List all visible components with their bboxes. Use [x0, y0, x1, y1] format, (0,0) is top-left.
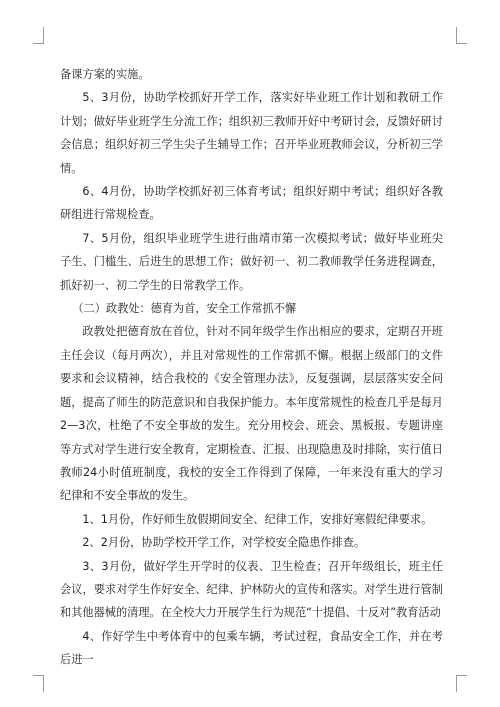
paragraph-item-1: 1、1月份，作好师生放假期间安全、纪律工作，安排好寒假纪律要求。: [82, 512, 433, 526]
paragraph-item-2: 2、2月份，协助学校开学工作，对学校安全隐患作排查。: [82, 536, 366, 550]
crop-mark-top-left: [33, 27, 44, 44]
paragraph-item-6: 6、4月份，协助学校抓好初三体育考试；组织好期中考试；组织好各教研组进行常规检查。: [60, 185, 443, 222]
paragraph-item-7: 7、5月份，组织毕业班学生进行曲靖市第一次模拟考试；做好毕业班尖子生、门槛生、后进生的思想工作；做好初一、初二教师教学任务进程调查，抓好初一、初二学生的日常教学工作。: [60, 231, 443, 292]
paragraph-item-4: 4、作好学生中考体育中的包乘车辆，考试过程，食品安全工作，并在考后进一: [60, 629, 443, 667]
paragraph-continuation: 备课方案的实施。: [60, 68, 150, 81]
document-body: [60, 63, 443, 672]
crop-mark-bottom-left: [33, 675, 44, 692]
paragraph-section-intro: 政教处把德育放在首位，针对不同年级学生作出相应的要求，定期召开班主任会议（每月两次），并且对常规性的工作常抓不懈。根据上级部门的文件要求和会议精神，结合我校的《安全管理办法》，反复强调，层层落实安全问题，提高了师生的防范意识和自我保护能力。本年度常规性的检查几乎是每月2—3次，杜绝了不安全事故的发生。充分用校会、班会、黑板报、专题讲座等方式对学生进行安全教育，定期检查、汇报、出现隐患及时排除，实行值日教师24小时值班制度，我校的安全工作得到了保障，一年来没有重大的学习纪律和不安全事故的发生。: [60, 325, 443, 503]
paragraph-item-5: 5、3月份，协助学校抓好开学工作，落实好毕业班工作计划和教研工作计划；做好毕业班学生分流工作；组织初三教师开好中考研讨会，反馈好研讨会信息；组织好初三学生尖子生辅导工作；召开毕业班教师会议，分析初三学情。: [60, 91, 443, 175]
crop-mark-bottom-right: [456, 675, 467, 692]
section-heading: （二）政教处：德育为首，安全工作常抓不懈: [72, 302, 297, 316]
crop-mark-top-right: [456, 27, 467, 44]
paragraph-item-3: 3、3月份，做好学生开学时的仪表、卫生检查；召开年级组长，班主任会议，要求对学生作好安全、纪律、护林防火的宣传和落实。对学生进行管制和其他器械的清理。在全校大力开展学生行为规范“十提倡、十反对”教育活动: [60, 559, 443, 620]
